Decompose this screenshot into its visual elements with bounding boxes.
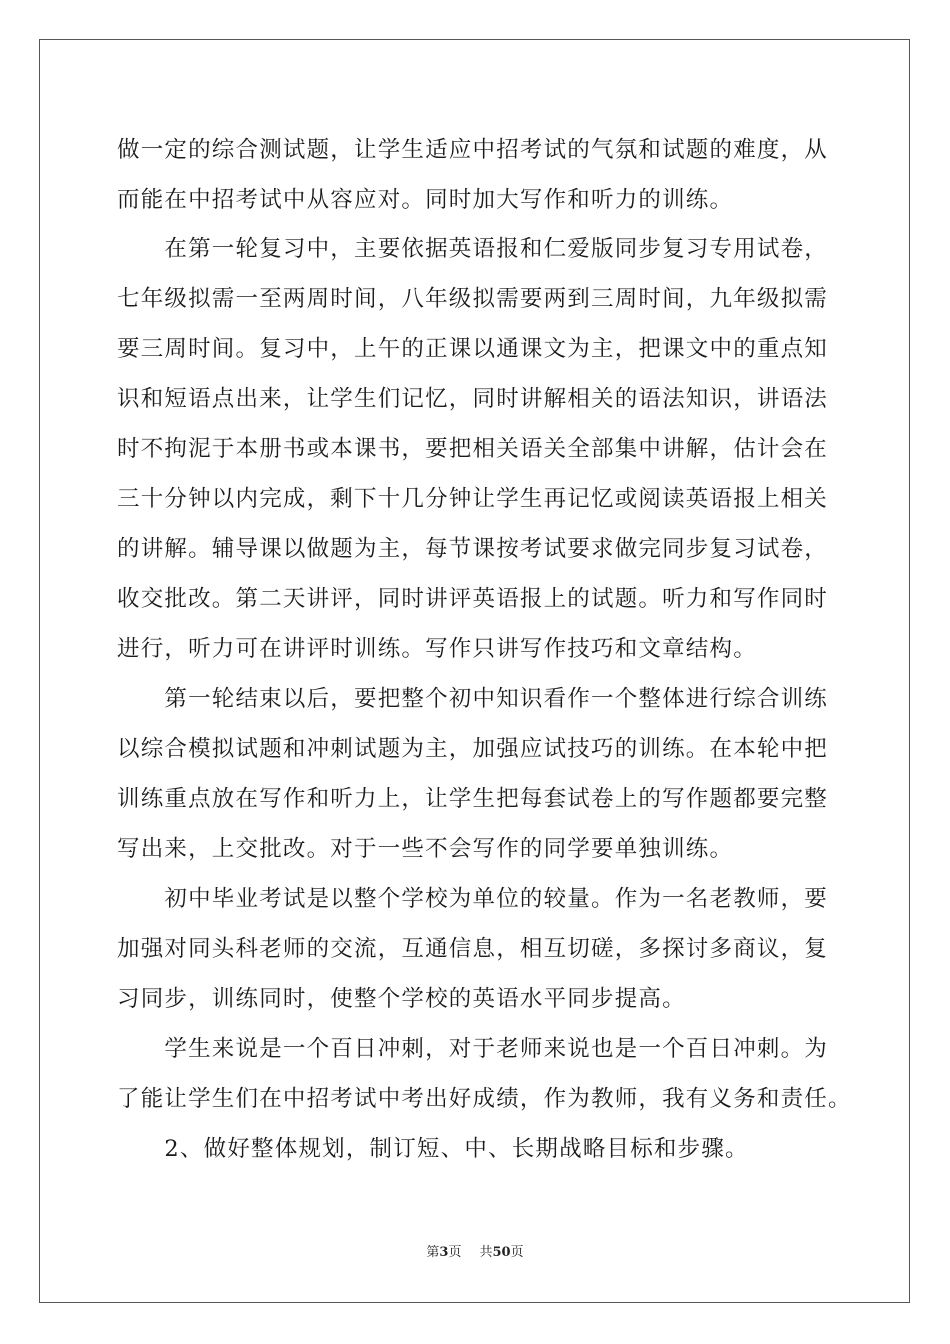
page-suffix: 页 (448, 1245, 462, 1260)
total-pages: 50 (492, 1245, 511, 1260)
paragraph-start: 2、做好整体规划，制订短、中、长期战略目标和步骤。 (117, 1136, 749, 1162)
text-line: 七年级拟需一至两周时间，八年级拟需要两到三周时间，九年级拟需 (117, 286, 829, 312)
text-line: 识和短语点出来，让学生们记忆，同时讲解相关的语法知识，讲语法 (117, 386, 829, 412)
text-line: 训练重点放在写作和听力上，让学生把每套试卷上的写作题都要完整 (117, 786, 829, 812)
text-line: 做一定的综合测试题，让学生适应中招考试的气氛和试题的难度，从 (117, 137, 829, 163)
paragraph-start: 学生来说是一个百日冲刺，对于老师来说也是一个百日冲刺。为 (117, 1036, 829, 1062)
text-line: 进行，听力可在讲评时训练。写作只讲写作技巧和文章结构。 (117, 636, 757, 662)
text-line: 以综合模拟试题和冲刺试题为主，加强应试技巧的训练。在本轮中把 (117, 736, 829, 762)
text-line: 写出来，上交批改。对于一些不会写作的同学要单独训练。 (117, 836, 734, 862)
total-suffix: 页 (510, 1245, 524, 1260)
text-line: 要三周时间。复习中，上午的正课以通课文为主，把课文中的重点知 (117, 336, 829, 362)
paragraph-start: 在第一轮复习中，主要依据英语报和仁爱版同步复习专用试卷， (117, 236, 829, 262)
text-line: 三十分钟以内完成，剩下十几分钟让学生再记忆或阅读英语报上相关 (117, 486, 829, 512)
text-line: 习同步，训练同时，使整个学校的英语水平同步提高。 (117, 986, 686, 1012)
text-line: 加强对同头科老师的交流，互通信息，相互切磋，多探讨多商议，复 (117, 936, 829, 962)
text-line: 而能在中招考试中从容应对。同时加大写作和听力的训练。 (117, 187, 734, 213)
page-prefix: 第 (426, 1245, 440, 1260)
text-line: 时不拘泥于本册书或本课书，要把相关语关全部集中讲解，估计会在 (117, 436, 829, 462)
text-line: 了能让学生们在中招考试中考出好成绩，作为教师，我有义务和责任。 (117, 1086, 852, 1112)
text-line: 的讲解。辅导课以做题为主，每节课按考试要求做完同步复习试卷， (117, 536, 829, 562)
text-line: 收交批改。第二天讲评，同时讲评英语报上的试题。听力和写作同时 (117, 586, 829, 612)
paragraph-start: 第一轮结束以后，要把整个初中知识看作一个整体进行综合训练 (117, 686, 829, 712)
total-prefix: 共 (479, 1245, 493, 1260)
paragraph-start: 初中毕业考试是以整个学校为单位的较量。作为一名老教师，要 (117, 886, 829, 912)
page-number: 3 (439, 1245, 449, 1260)
page-footer (0, 1244, 950, 1262)
